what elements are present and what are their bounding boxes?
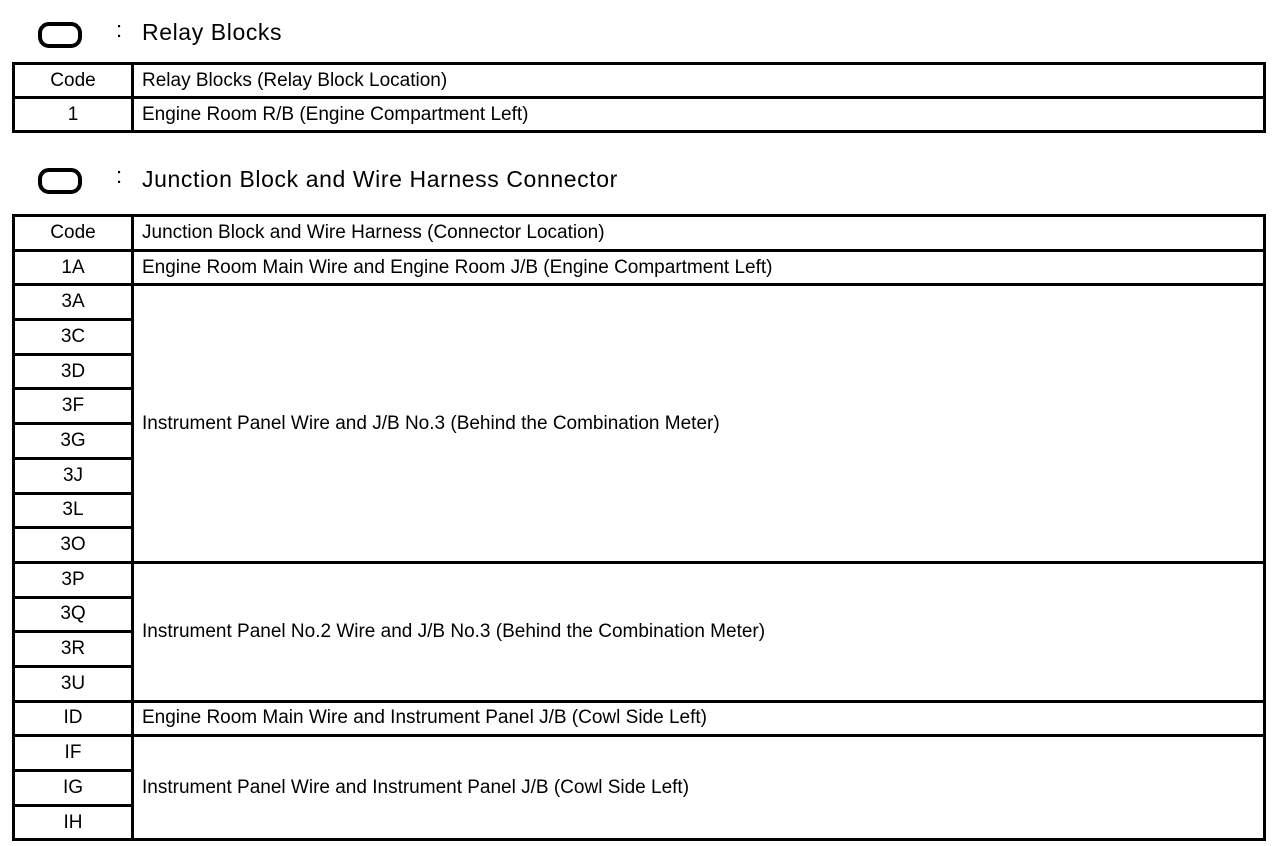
table-row — [14, 250, 1265, 285]
table-header-row — [14, 216, 1265, 251]
description-cell: Instrument Panel Wire and Instrument Panel J/B (Cowl Side Left) — [133, 736, 1265, 840]
junction-block-legend — [0, 163, 1280, 206]
code-cell: 3P — [14, 562, 133, 597]
table-row — [14, 701, 1265, 736]
description-cell: Engine Room Main Wire and Instrument Panel J/B (Cowl Side Left) — [133, 701, 1265, 736]
description-cell: Instrument Panel Wire and J/B No.3 (Behind the Combination Meter) — [133, 285, 1265, 563]
relay-blocks-legend — [0, 18, 1280, 58]
table-row — [14, 562, 1265, 597]
junction-block-table — [12, 214, 1266, 841]
code-cell: IH — [14, 805, 133, 840]
description-header: Relay Blocks (Relay Block Location) — [133, 64, 1265, 98]
relay-blocks-table — [12, 62, 1266, 133]
code-cell: 3G — [14, 424, 133, 459]
code-cell: 3R — [14, 632, 133, 667]
code-cell: 3O — [14, 528, 133, 563]
description-header: Junction Block and Wire Harness (Connector Location) — [133, 216, 1265, 251]
description-cell: Engine Room Main Wire and Engine Room J/B (Engine Compartment Left) — [133, 250, 1265, 285]
code-cell: 3F — [14, 389, 133, 424]
code-cell: IG — [14, 771, 133, 806]
code-cell: 1 — [14, 98, 133, 132]
code-cell: 3Q — [14, 597, 133, 632]
relay-blocks-title: Relay Blocks — [142, 19, 283, 45]
table-row — [14, 285, 1265, 320]
code-cell: IF — [14, 736, 133, 771]
description-cell: Engine Room R/B (Engine Compartment Left) — [133, 98, 1265, 132]
code-cell: 3C — [14, 320, 133, 355]
rounded-rectangle-icon — [38, 168, 82, 194]
table-header-row — [14, 64, 1265, 98]
table-row — [14, 736, 1265, 771]
code-header: Code — [14, 64, 133, 98]
description-cell: Instrument Panel No.2 Wire and J/B No.3 (Behind the Combination Meter) — [133, 562, 1265, 701]
code-cell: 3D — [14, 354, 133, 389]
code-header: Code — [14, 216, 133, 251]
code-cell: 3A — [14, 285, 133, 320]
code-cell: 3J — [14, 458, 133, 493]
code-cell: 3U — [14, 666, 133, 701]
code-cell: 3L — [14, 493, 133, 528]
table-row — [14, 98, 1265, 132]
junction-block-title: Junction Block and Wire Harness Connector — [142, 166, 618, 192]
legend-colon: : — [116, 17, 123, 42]
legend-colon: : — [116, 163, 123, 188]
rounded-rectangle-icon — [38, 22, 82, 48]
code-cell: 1A — [14, 250, 133, 285]
code-cell: ID — [14, 701, 133, 736]
